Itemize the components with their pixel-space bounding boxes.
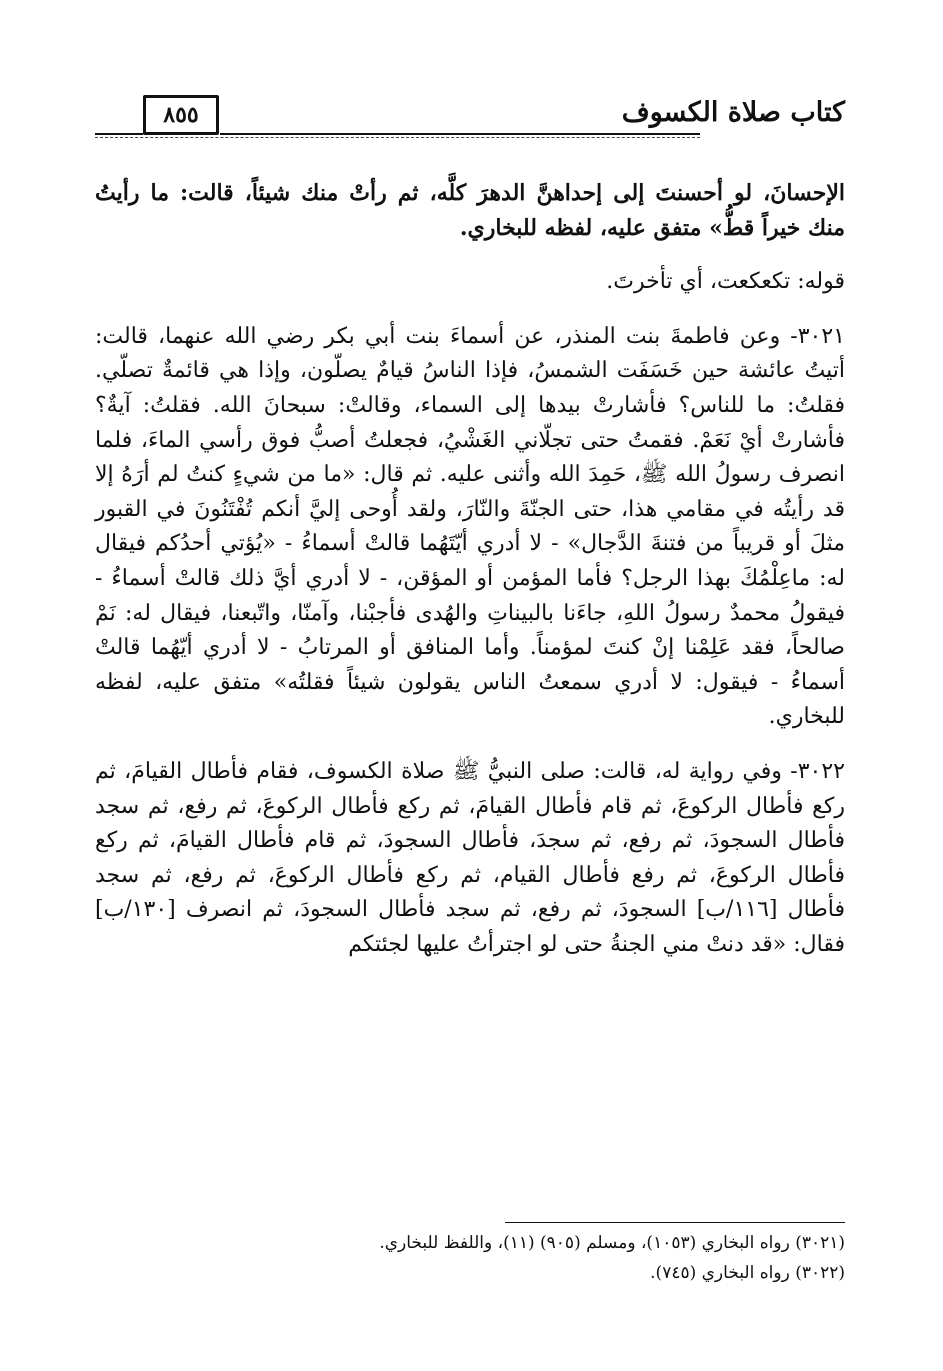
header-rule-ornament bbox=[95, 137, 700, 138]
page-number-box bbox=[143, 95, 219, 135]
paragraph-gloss: قوله: تكعكعت، أي تأخرتَ. bbox=[606, 269, 845, 295]
paragraph-continuation: الإحسانَ، لو أحسنتَ إلى إحداهنَّ الدهرَ كلَّه، ثم رأتْ منك شيئاً، قالت: ما رأيتُ منك خيراً قطُّ» متفق عليه، لفظه للبخاري. bbox=[95, 180, 845, 241]
header-rule-left bbox=[95, 133, 143, 135]
paragraph-hadith-3022: ٣٠٢٢- وفي رواية له، قالت: صلى النبيُّ ﷺ صلاة الكسوف، فقام فأطال القيامَ، ثم ركع فأطال الركوعَ، ثم قام فأطال القيامَ، ثم ركع فأطال الركوعَ، ثم رفع، ثم سجد فأطال السجودَ، ثم رفع، ثم سجدَ، فأطال السجودَ، ثم قام فأطال القيامَ، ثم ركع فأطال الركوعَ، ثم رفع فأطال القيام، ثم ركع فأطال الركوعَ، ثم رفع، ثم سجد فأطال [١١٦/ب] السجودَ، ثم رفع، ثم سجد فأطال السجودَ، ثم انصرف [١٣٠/ب] فقال: «قد دنتْ مني الجنةُ حتى لو اجترأتُ عليها لجئتكم bbox=[95, 758, 845, 957]
page-number: ٨٥٥ bbox=[163, 102, 199, 128]
footnotes bbox=[95, 1228, 845, 1288]
body-text bbox=[95, 176, 845, 962]
footnote-3022: (٣٠٢٢) رواه البخاري (٧٤٥). bbox=[650, 1263, 845, 1283]
page-header bbox=[95, 95, 845, 141]
book-title: كتاب صلاة الكسوف bbox=[621, 97, 845, 128]
footnote-separator bbox=[505, 1222, 845, 1223]
header-rule-right bbox=[220, 133, 700, 135]
footnote-3021: (٣٠٢١) رواه البخاري (١٠٥٣)، ومسلم (٩٠٥) (١١)، واللفظ للبخاري. bbox=[379, 1233, 845, 1253]
paragraph-hadith-3021: ٣٠٢١- وعن فاطمةَ بنت المنذر، عن أسماءَ بنت أبي بكر رضي الله عنهما، قالت: أتيتُ عائشة حين خَسَفَت الشمسُ، فإذا الناسُ قيامٌ يصلّون، وإذا هي قائمةٌ تصلّي. فقلتُ: ما للناس؟ فأشارتْ بيدها إلى السماء، وقالتْ: سبحانَ الله. فقلتُ: آيةٌ؟ فأشارتْ أيْ نَعَمْ. فقمتُ حتى تجلّاني الغَشْيُ، فجعلتُ أصبُّ فوق رأسي الماءَ، فلما انصرف رسولُ الله ﷺ، حَمِدَ الله وأثنى عليه. ثم قال: «ما من شيءٍ كنتُ لم أرَهُ إلا قد رأيتُه في مقامي هذا، حتى الجنّةَ والنّارَ، ولقد أُوحى إليَّ أنكم تُفْتَنُونَ في القبور مثلَ أو قريباً من فتنةَ الدَّجال» - لا أدري أيّتَهُما قالتْ أسماءُ - «يُؤتي أحدُكم فيقال له: ماعِلْمُكَ بهذا الرجل؟ فأما المؤمن أو المؤقن، - لا أدري أيَّ ذلك قالتْ أسماءُ - فيقولُ محمدٌ رسولُ اللهِ، جاءَنا بالبيناتِ والهُدى فأجبْنا، وآمنّا، واتّبعنا، فيقال له: نَمْ صالحاً، فقد عَلِمْنا إنْ كنتَ لمؤمناً. وأما المنافق أو المرتابُ - لا أدري أيّهُما قالتْ أسماءُ - فيقول: لا أدري سمعتُ الناس يقولون شيئاً فقلتُه» متفق عليه، لفظه للبخاري. bbox=[95, 323, 845, 730]
